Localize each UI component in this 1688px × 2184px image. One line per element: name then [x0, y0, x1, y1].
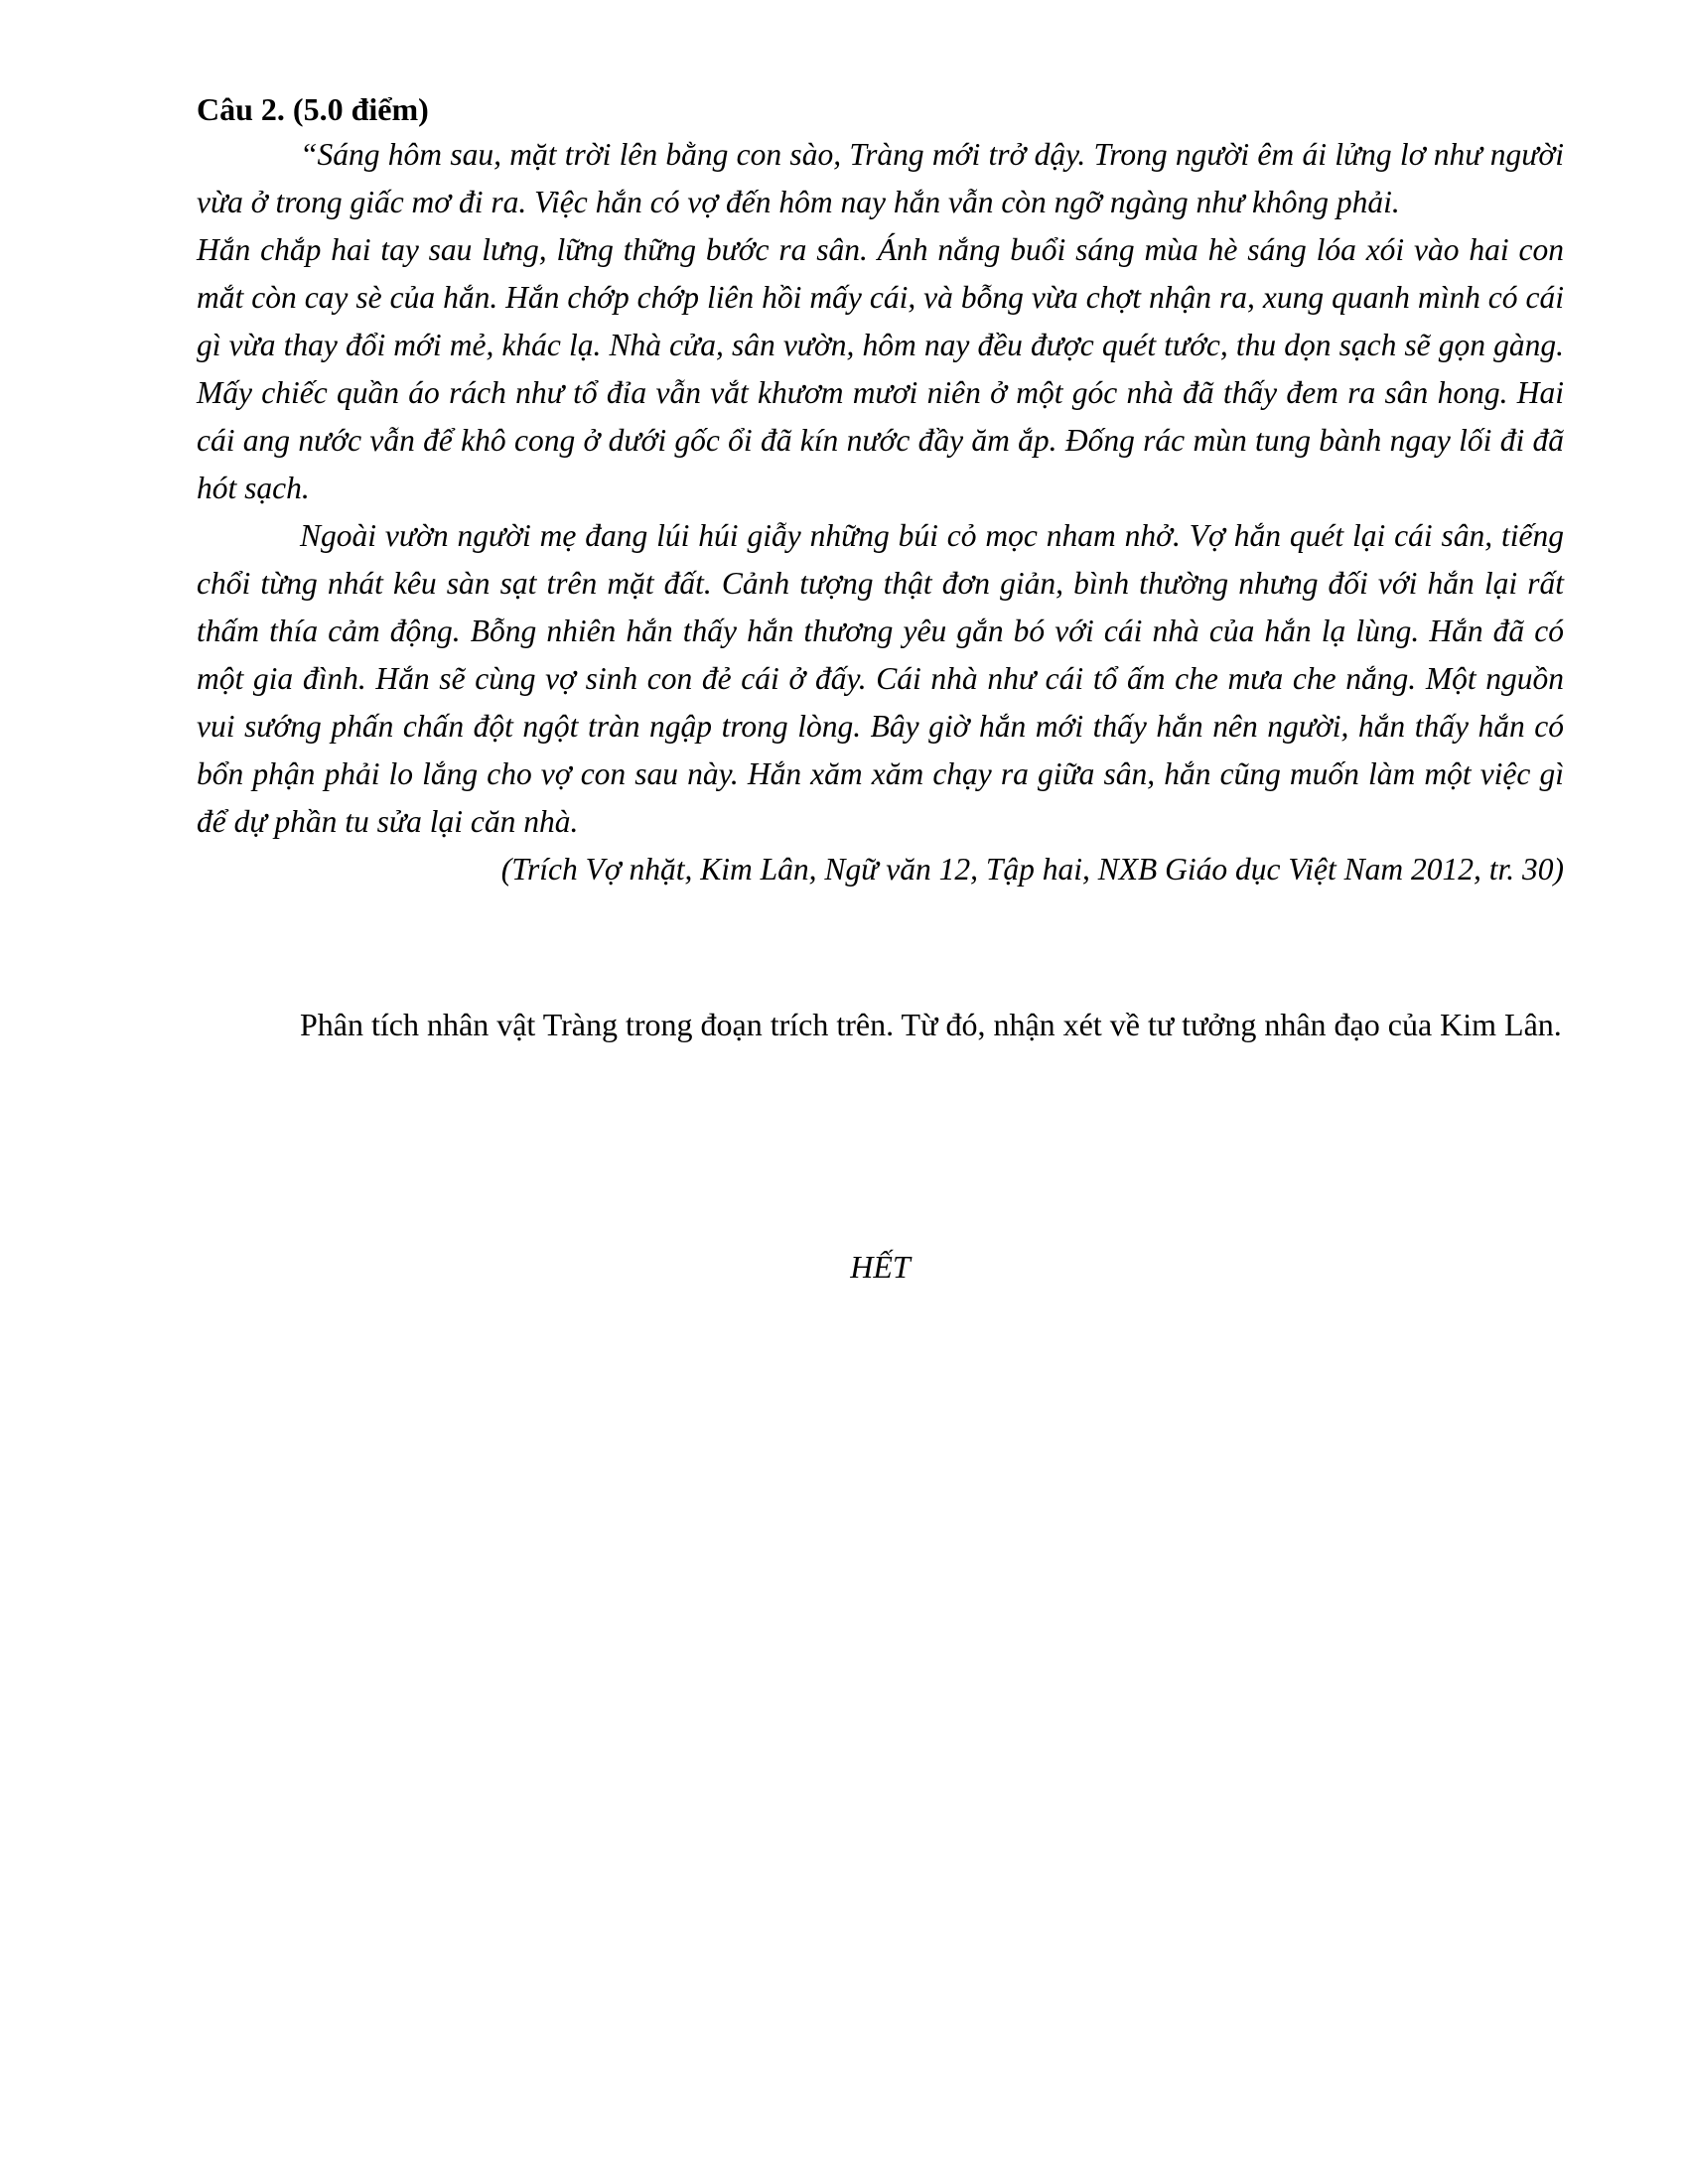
end-mark: HẾT	[850, 1249, 911, 1285]
passage-paragraph-2: Hắn chắp hai tay sau lưng, lững thững bước ra sân. Ánh nắng buổi sáng mùa hè sáng lóa xói vào hai con mắt còn cay sè của hắn. Hắn chớp chớp liên hồi mấy cái, và bỗng vừa chợt nhận ra, xung quanh mình có cái gì vừa thay đổi mới mẻ, khác lạ. Nhà cửa, sân vườn, hôm nay đều được quét tước, thu dọn sạch sẽ gọn gàng. Mấy chiếc quần áo rách như tổ đỉa vẫn vắt khươm mươi niên ở một góc nhà đã thấy đem ra sân hong. Hai cái ang nước vẫn để khô cong ở dưới gốc ổi đã kín nước đầy ăm ắp. Đống rác mùn tung bành ngay lối đi đã hót sạch.	[197, 232, 1564, 505]
question-heading: Câu 2. (5.0 điểm)	[197, 91, 429, 127]
document-page	[197, 87, 1564, 1291]
passage-paragraph-3: Ngoài vườn người mẹ đang lúi húi giẫy những búi cỏ mọc nham nhở. Vợ hắn quét lại cái sân, tiếng chổi từng nhát kêu sàn sạt trên mặt đất. Cảnh tượng thật đơn giản, bình thường nhưng đối với hắn lại rất thấm thía cảm động. Bỗng nhiên hắn thấy hắn thương yêu gắn bó với cái nhà của hắn lạ lùng. Hắn đã có một gia đình. Hắn sẽ cùng vợ sinh con đẻ cái ở đấy. Cái nhà như cái tổ ấm che mưa che nắng. Một nguồn vui sướng phấn chấn đột ngột tràn ngập trong lòng. Bây giờ hắn mới thấy hắn nên người, hắn thấy hắn có bổn phận phải lo lắng cho vợ con sau này. Hắn xăm xăm chạy ra giữa sân, hắn cũng muốn làm một việc gì để dự phần tu sửa lại căn nhà.	[197, 518, 1564, 839]
passage-paragraph-1: “Sáng hôm sau, mặt trời lên bằng con sào, Tràng mới trở dậy. Trong người êm ái lửng lơ như người vừa ở trong giấc mơ đi ra. Việc hắn có vợ đến hôm nay hắn vẫn còn ngỡ ngàng như không phải.	[197, 137, 1564, 219]
question-prompt: Phân tích nhân vật Tràng trong đoạn trích trên. Từ đó, nhận xét về tư tưởng nhân đạo của Kim Lân.	[300, 1007, 1562, 1042]
passage-source-citation: (Trích Vợ nhặt, Kim Lân, Ngữ văn 12, Tập hai, NXB Giáo dục Việt Nam 2012, tr. 30)	[500, 852, 1564, 887]
